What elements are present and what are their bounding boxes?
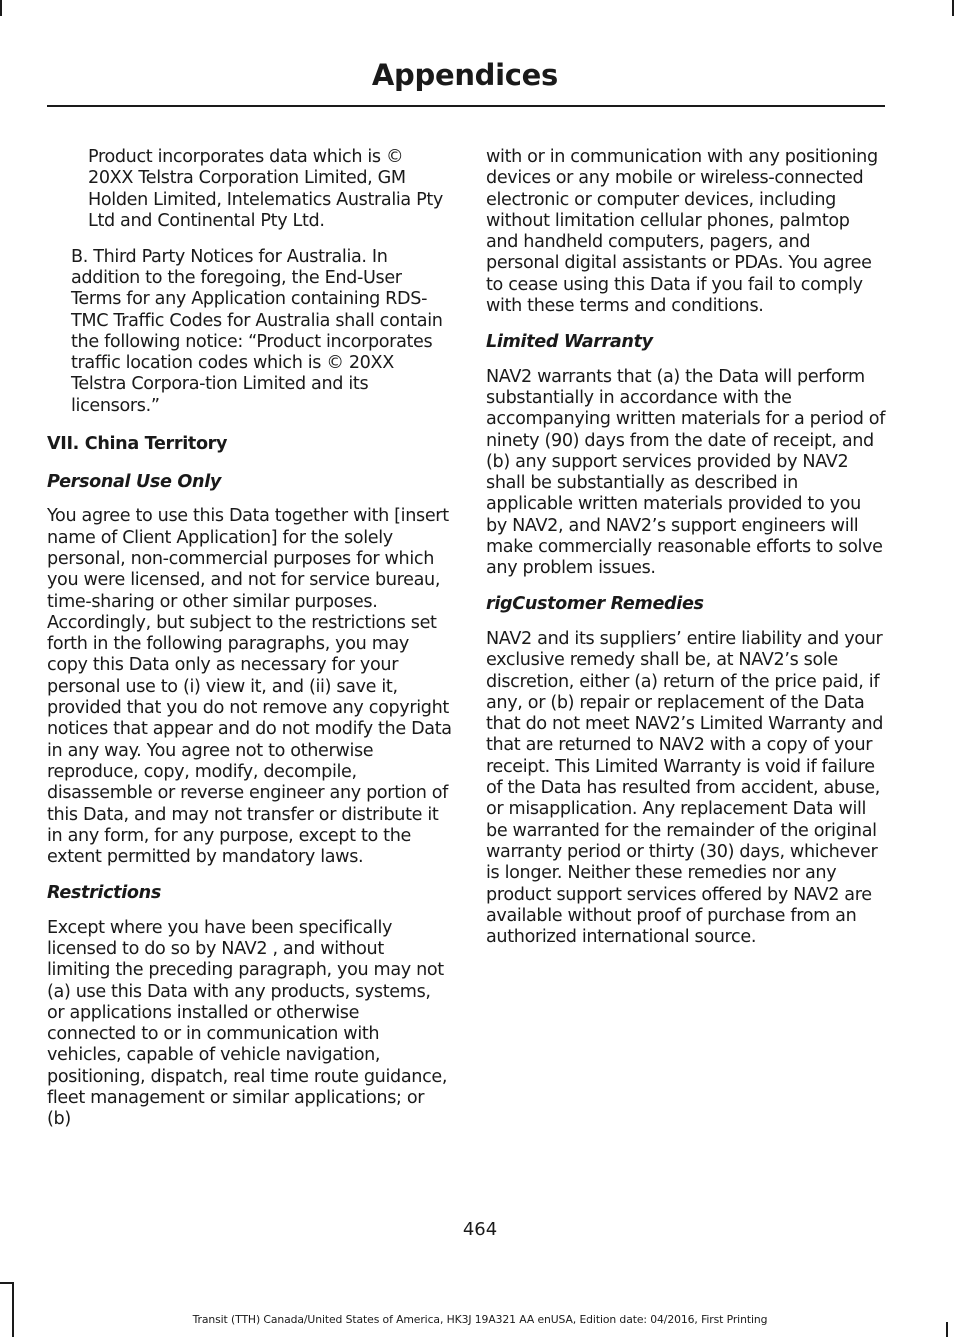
paragraph-telstra-data: Product incorporates data which is © 20XX Telstra Corporation Limited, GM Holden Limited, Intelematics Australia Pty Ltd and Continental Pty Ltd. [88, 147, 443, 231]
heading-personal-use-only: Personal Use Only [47, 471, 221, 492]
header-divider [47, 105, 885, 107]
right-column [486, 147, 886, 963]
heading-limited-warranty: Limited Warranty [486, 331, 653, 352]
heading-china-territory: VII. China Territory [47, 433, 228, 454]
paragraph-personal-use: You agree to use this Data together with [insert name of Client Application] for the solely personal, non-commercial purposes for which you were licensed, and not for service bureau, time-sharing or other similar purposes. Accordingly, but subject to the restrictions set forth in the following paragraphs, you may copy this Data only as necessary for your personal use to (i) view it, and (ii) save it, provided that you do not remove any copyright notices that appear and do not modify the Data in any way. You agree not to otherwise reproduce, copy, modify, decompile, disassemble or reverse engineer any portion of this Data, and may not transfer or distribute it in any form, for any purpose, except to the extent permitted by mandatory laws. [47, 506, 452, 868]
heading-restrictions: Restrictions [47, 882, 161, 903]
footer-edition-info: Transit (TTH) Canada/United States of America, HK3J 19A321 AA enUSA, Edition date: 04/2016, First Printing [192, 1313, 768, 1326]
page-title: Appendices [371, 58, 558, 92]
crop-mark-top-left [0, 0, 2, 16]
paragraph-limited-warranty: NAV2 warrants that (a) the Data will perform substantially in accordance with the accompanying written materials for a period of ninety (90) days from the date of receipt, and (b) any support services provided by NAV2 shall be substantially as described in applicable written materials provided to you by NAV2, and NAV2’s support engineers will make commercially reasonable efforts to solve any problem issues. [486, 366, 886, 579]
page-number: 464 [462, 1219, 498, 1240]
paragraph-customer-remedies: NAV2 and its suppliers’ entire liability and your exclusive remedy shall be, at NAV2’s sole discretion, either (a) return of the price paid, if any, or (b) repair or replacement of the Data that do not meet NAV2’s Limited Warranty and that are returned to NAV2 with a copy of your receipt. This Limited Warranty is void if failure of the Data has resulted from accident, abuse, or misapplication. Any replacement Data will be warranted for the remainder of the original warranty period or thirty (30) days, whichever is longer. Neither these remedies nor any product support services offered by NAV2 are available without proof of purchase from an authorized international source. [486, 628, 884, 948]
crop-mark-top-right [952, 0, 954, 16]
crop-mark-bottom-left-h [0, 1282, 14, 1284]
paragraph-restrictions: Except where you have been specifically licensed to do so by NAV2 , and without limiting the preceding paragraph, you may not (a) use this Data with any products, systems, or applications installed or otherwise connected to or in communication with vehicles, capable of vehicle navigation, positioning, dispatch, real time route guidance, fleet management or similar applications; or (b) [47, 917, 448, 1130]
left-column [47, 147, 452, 1145]
heading-customer-remedies: rigCustomer Remedies [486, 594, 704, 615]
paragraph-third-party-notices: B. Third Party Notices for Australia. In addition to the foregoing, the End-User Terms for any Application containing RDS-TMC Traffic Codes for Australia shall contain the following notice: “Product incorporates traffic location codes which is © 20XX Telstra Corpora-tion Limited and its licensors.” [71, 246, 443, 416]
paragraph-restrictions-continued: with or in communication with any positioning devices or any mobile or wireless-connected electronic or computer devices, including without limitation cellular phones, palmtop and handheld computers, pagers, and personal digital assistants or PDAs. You agree to cease using this Data if you fail to comply with these terms and conditions. [486, 147, 878, 317]
crop-mark-bottom-left-v [12, 1282, 14, 1337]
